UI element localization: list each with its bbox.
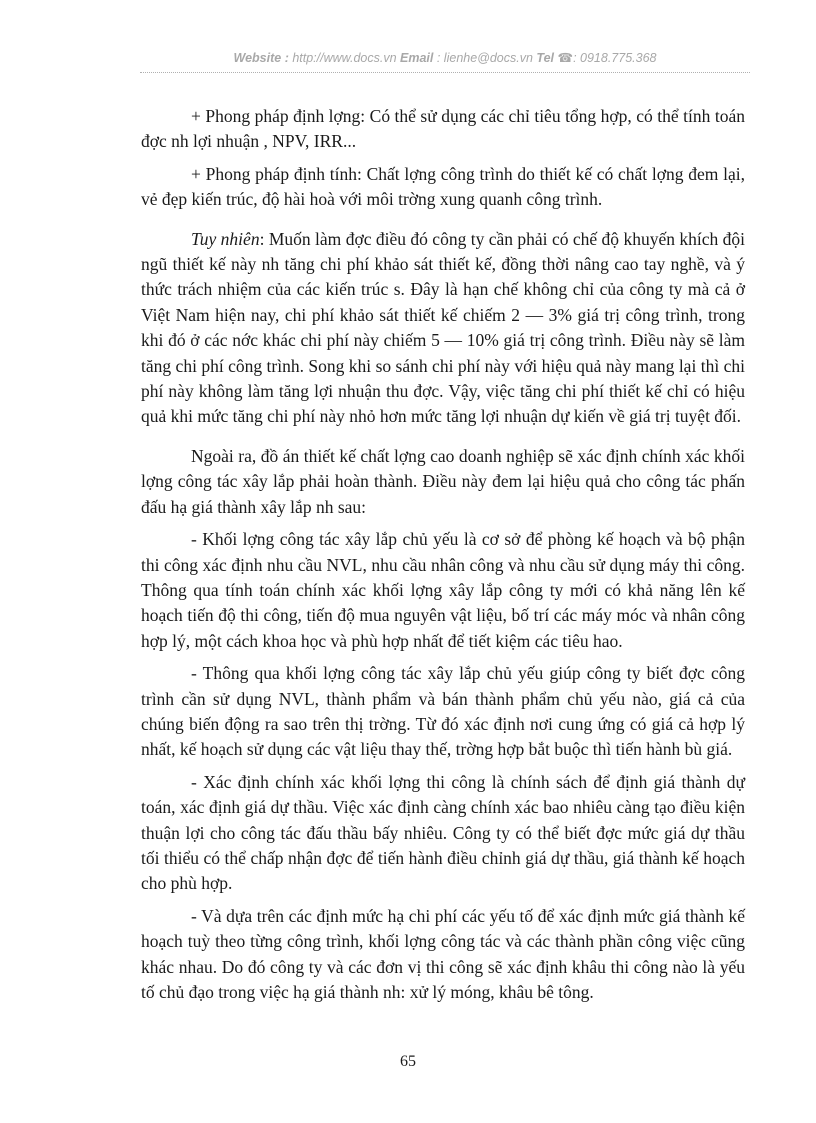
document-body: [141, 104, 745, 1012]
paragraph-quantitative-method: + Phong pháp định lợng: Có thể sử dụng các chỉ tiêu tổng hợp, có thể tính toán đợc nh lợi nhuận , NPV, IRR...: [141, 106, 745, 152]
paragraph-bullet-bid-price: - Xác định chính xác khối lợng thi công là chính sách để định giá thành dự toán, xác định giá dự thầu. Việc xác định càng chính xác bao nhiêu càng tạo điều kiện thuận lợi cho công tác đấu thầu bấy nhiêu. Công ty có thể biết đợc mức giá dự thầu tối thiểu có thể chấp nhận đợc để tiến hành điều chỉnh giá dự thầu, giá thành kế hoạch cho phù hợp.: [141, 771, 745, 894]
paragraph-however-lead: Tuy nhiên: [191, 228, 260, 249]
header-divider: [140, 72, 750, 73]
email-value: : lienhe@docs.vn: [433, 51, 537, 65]
paragraph-bullet-cost-norms: - Và dựa trên các định mức hạ chi phí các yếu tố để xác định mức giá thành kế hoạch tuỳ theo từng công trình, khối lợng công tác và các thành phần công việc cũng khác nhau. Do đó công ty và các đơn vị thi công sẽ xác định khâu thi công nào là yếu tố chủ đạo trong việc hạ giá thành nh: xử lý móng, khâu bê tông.: [141, 905, 745, 1002]
tel-label: Tel ☎: [536, 51, 574, 65]
email-label: Email: [400, 51, 434, 65]
website-label: Website :: [233, 51, 289, 65]
website-url: http://www.docs.vn: [288, 51, 401, 65]
paragraph-qualitative-method: + Phong pháp định tính: Chất lợng công trình do thiết kế có chất lợng đem lại, vẻ đẹp kiến trúc, độ hài hoà với môi trờng xung quanh công trình.: [141, 163, 745, 210]
paragraph-however-text: : Muốn làm đợc điều đó công ty cần phải có chế độ khuyến khích đội ngũ thiết kế này nh tăng chi phí khảo sát thiết kế, đồng thời nâng cao tay nghề, và ý thức trách nhiệm của các kiến trúc s. Đây là hạn chế không chỉ của công ty mà cả ở Việt Nam hiện nay, chi phí khảo sát thiết kế chiếm 2 — 3% giá trị công trình, trong khi đó ở các nớc khác chi phí này chiếm 5 — 10% giá trị công trình. Điều này sẽ làm tăng chi phí công trình. Song khi so sánh chi phí này với hiệu quả này mang lại thì chi phí này không làm tăng lợi nhuận thu đợc. Vậy, việc tăng chi phí thiết kế chỉ có hiệu quả khi mức tăng chi phí này nhỏ hơn mức tăng lợi nhuận dự kiến về giá trị tuyệt đối.: [141, 228, 746, 427]
paragraph-bullet-volume-basis: - Khối lợng công tác xây lắp chủ yếu là cơ sở để phòng kế hoạch và bộ phận thi công xác định nhu cầu NVL, nhu cầu nhân công và nhu cầu sử dụng máy thi công. Thông qua tính toán chính xác khối lợng xây lắp công ty mới có khả năng lên kế hoạch tiến độ thi công, tiến độ mua nguyên vật liệu, bố trí các máy móc và nhân công hợp lý, một cách khoa học và phù hợp nhất để tiết kiệm các tiêu hao.: [141, 529, 745, 651]
paragraph-bullet-materials: - Thông qua khối lợng công tác xây lắp chủ yếu giúp công ty biết đợc công trình cần sử dụng NVL, thành phẩm và bán thành phẩm chủ yếu nào, giá cả của chúng biến động ra sao trên thị trờng. Từ đó xác định nơi cung ứng có giá cả hợp lý nhất, kế hoạch sử dụng các vật liệu thay thế, trờng hợp bắt buộc thì tiến hành bù giá.: [141, 663, 745, 760]
tel-value: : 0918.775.368: [573, 51, 657, 65]
page-number: 65: [400, 1053, 416, 1070]
paragraph-additionally: Ngoài ra, đồ án thiết kế chất lợng cao doanh nghiệp sẽ xác định chính xác khối lợng công tác xây lắp phải hoàn thành. Điều này đem lại hiệu quả cho công tác phấn đấu hạ giá thành xây lắp nh sau:: [141, 445, 745, 517]
paragraph-however: [141, 227, 745, 430]
page-header: [140, 50, 750, 65]
